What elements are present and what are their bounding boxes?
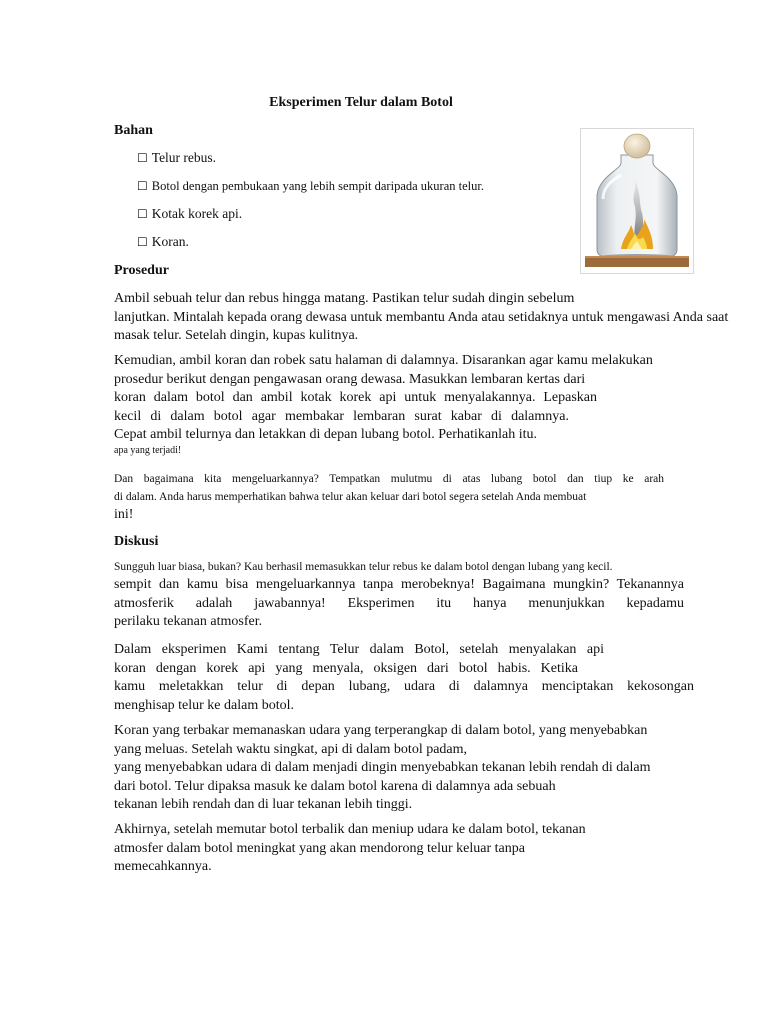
text-line: kecil di dalam botol agar membakar lembaran surat kabar di dalamnya. <box>114 408 569 424</box>
text-line: Sungguh luar biasa, bukan? Kau berhasil memasukkan telur rebus ke dalam botol dengan lubang yang kecil. <box>114 561 613 573</box>
text-line: memecahkannya. <box>114 859 212 874</box>
text-line: kamu meletakkan telur di depan lubang, udara di dalamnya menciptakan kekosongan <box>114 679 694 694</box>
paragraph <box>114 352 667 457</box>
text-line: Kemudian, ambil koran dan robek satu halaman di dalamnya. Disarankan agar kamu melakukan <box>114 353 653 368</box>
text-line: yang menyebabkan udara di dalam menjadi dingin menyebabkan tekanan lebih rendah di dalam <box>114 760 651 775</box>
bottle-with-fire-icon <box>581 129 693 273</box>
checkbox-icon: ☐ <box>137 207 148 221</box>
checkbox-icon: ☐ <box>137 151 148 165</box>
text-line: di dalam. Anda harus memperhatikan bahwa telur akan keluar dari botol segera setelah Anda membuat <box>114 491 587 503</box>
paragraph <box>114 470 664 525</box>
paragraph <box>114 641 694 715</box>
text-line: Koran yang terbakar memanaskan udara yang terperangkap di dalam botol, yang menyebabkan <box>114 723 648 738</box>
text-line: atmosfer dalam botol meningkat yang akan mendorong telur keluar tanpa <box>114 840 525 856</box>
list-item: ☐ Kotak korek api. <box>137 206 243 221</box>
text-line: yang meluas. Setelah waktu singkat, api di dalam botol padam, <box>114 741 468 757</box>
checkbox-icon: ☐ <box>137 235 148 249</box>
text-line: koran dengan korek api yang menyala, oksigen dari botol habis. Ketika <box>114 660 578 676</box>
heading-bahan: Bahan <box>114 123 153 138</box>
heading-prosedur: Prosedur <box>114 263 169 278</box>
text-line: apa yang terjadi! <box>114 444 182 456</box>
text-line: lanjutkan. Mintalah kepada orang dewasa untuk membantu Anda atau setidaknya untuk mengawasi Anda saat <box>114 309 729 325</box>
text-line: Ambil sebuah telur dan rebus hingga matang. Pastikan telur sudah dingin sebelum <box>114 291 575 306</box>
list-item: ☐ Telur rebus. <box>137 150 217 165</box>
text-line: dari botol. Telur dipaksa masuk ke dalam botol karena di dalamnya ada sebuah <box>114 778 556 794</box>
text-line: menghisap telur ke dalam botol. <box>114 697 295 713</box>
text-line: Cepat ambil telurnya dan letakkan di depan lubang botol. Perhatikanlah itu. <box>114 427 537 442</box>
text-line: perilaku tekanan atmosfer. <box>114 614 263 629</box>
list-item: ☐ Koran. <box>137 234 189 249</box>
paragraph <box>114 722 698 815</box>
text-line: Dalam eksperimen Kami tentang Telur dalam Botol, setelah menyalakan api <box>114 642 604 657</box>
text-line: sempit dan kamu bisa mengeluarkannya tanpa merobeknya! Bagaimana mungkin? Tekanannya <box>114 577 684 592</box>
paragraph <box>114 821 698 877</box>
text-line: masak telur. Setelah dingin, kupas kulitnya. <box>114 328 359 343</box>
bottle-figure <box>580 128 694 274</box>
text-line: Dan bagaimana kita mengeluarkannya? Tempatkan mulutmu di atas lubang botol dan tiup ke arah <box>114 473 664 485</box>
list-item: ☐ Botol dengan pembukaan yang lebih sempit daripada ukuran telur. <box>137 179 484 193</box>
text-line: ini! <box>114 507 134 522</box>
text-line: prosedur berikut dengan pengawasan orang dewasa. Masukkan lembaran kertas dari <box>114 371 586 387</box>
heading-diskusi: Diskusi <box>114 534 159 549</box>
text-line: tekanan lebih rendah dan di luar tekanan lebih tinggi. <box>114 797 413 812</box>
document-title: Eksperimen Telur dalam Botol <box>269 95 453 110</box>
paragraph <box>114 290 768 346</box>
checkbox-icon: ☐ <box>137 179 148 193</box>
text-line: koran dalam botol dan ambil kotak korek api untuk menyalakannya. Lepaskan <box>114 390 597 405</box>
text-line: Akhirnya, setelah memutar botol terbalik dan meniup udara ke dalam botol, tekanan <box>114 822 586 837</box>
paragraph <box>114 558 684 632</box>
text-line: atmosferik adalah jawabannya! Eksperimen itu hanya menunjukkan kepadamu <box>114 595 684 611</box>
